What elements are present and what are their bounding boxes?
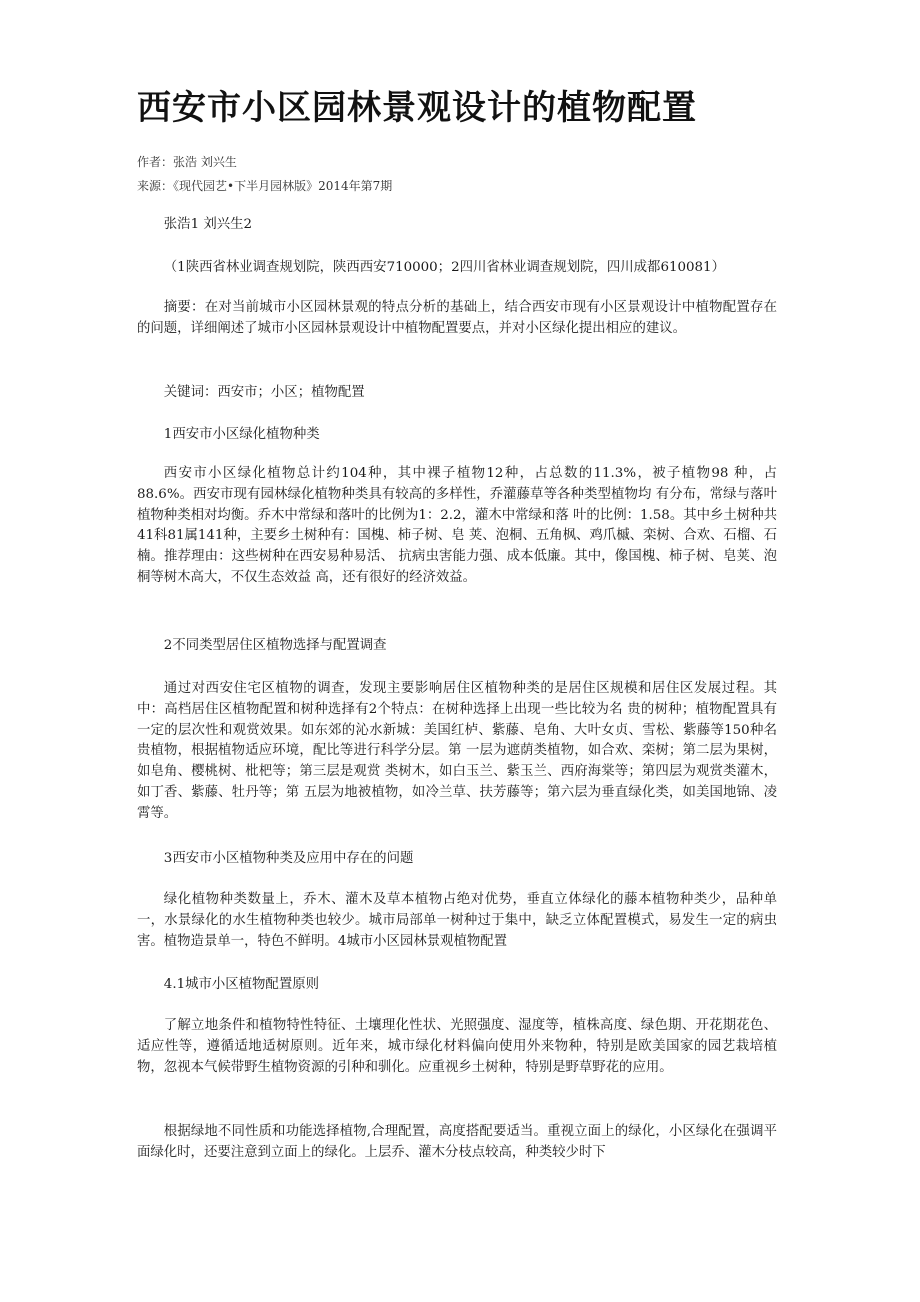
authors-paragraph: 张浩1 刘兴生2 [163,217,253,232]
affiliations-paragraph: （1陕西省林业调查规划院，陕西西安710000；2四川省林业调查规划院，四川成都610081） [163,260,725,275]
source-line: 来源：《现代园艺•下半月园林版》2014年第7期 [137,179,393,193]
section-4-paragraph-1: 了解立地条件和植物特性特征、土壤理化性状、光照强度、湿度等，植株高度、绿色期、开花期花色、适应性等，遵循适地适树原则。近年来，城市绿化材料偏向使用外来物种，特别是欧美国家的园艺栽培植物，忽视本气候带野生植物资源的引种和驯化。应重视乡土树种，特别是野草野花的应用。 [137,1018,777,1075]
article-title: 西安市小区园林景观设计的植物配置 [137,88,697,128]
abstract-paragraph: 摘要：在对当前城市小区园林景观的特点分析的基础上，结合西安市现有小区景观设计中植物配置存在的问题，详细阐述了城市小区园林景观设计中植物配置要点，并对小区绿化提出相应的建议。 [137,300,777,336]
author-line: 作者：张浩 刘兴生 [137,155,237,169]
section-3-paragraph: 绿化植物种类数量上，乔木、灌木及草本植物占绝对优势，垂直立体绿化的藤本植物种类少，品种单一，水景绿化的水生植物种类也较少。城市局部单一树种过于集中，缺乏立体配置模式，易发生一定的病虫害。植物造景单一，特色不鲜明。4城市小区园林景观植物配置 [137,892,777,949]
section-1-paragraph: 西安市小区绿化植物总计约104种，其中裸子植物12种，占总数的11.3%，被子植物98 种，占88.6%。西安市现有园林绿化植物种类具有较高的多样性，乔灌藤草等各种类型植物均 有分布，常绿与落叶植物种类相对均衡。乔木中常绿和落叶的比例为1：2.2，灌木中常绿和落 叶的比例：1.58。其中乡土树种共41科81属141种，主要乡土树种有：国槐、柿子树、皂 荚、泡桐、五角枫、鸡爪槭、栾树、合欢、石榴、石楠。推荐理由：这些树种在西安易种易活、 抗病虫害能力强、成本低廉。其中，像国槐、柿子树、皂荚、泡桐等树木高大，不仅生态效益 高，还有很好的经济效益。 [137,466,777,585]
section-4-heading: 4.1城市小区植物配置原则 [163,977,319,992]
section-2-paragraph: 通过对西安住宅区植物的调查，发现主要影响居住区植物种类的是居住区规模和居住区发展过程。其中：高档居住区植物配置和树种选择有2个特点：在树种选择上出现一些比较为名 贵的树种；植物配置具有一定的层次性和观赏效果。如东郊的沁水新城：美国红栌、紫藤、皂角、大叶女贞、雪松、紫藤等150种名贵植物，根据植物适应环境，配比等进行科学分层。第 一层为遮荫类植物，如合欢、栾树；第二层为果树，如皂角、樱桃树、枇杷等；第三层是观赏 类树木，如白玉兰、紫玉兰、西府海棠等；第四层为观赏类灌木，如丁香、紫藤、牡丹等；第 五层为地被植物，如冷兰草、扶芳藤等；第六层为垂直绿化类，如美国地锦、凌霄等。 [137,681,777,821]
section-3-heading: 3西安市小区植物种类及应用中存在的问题 [163,851,414,866]
section-2-heading: 2不同类型居住区植物选择与配置调查 [163,638,387,653]
keywords-paragraph: 关键词：西安市；小区；植物配置 [163,385,365,400]
section-1-heading: 1西安市小区绿化植物种类 [163,427,320,442]
section-4-paragraph-2: 根据绿地不同性质和功能选择植物,合理配置，高度搭配要适当。重视立面上的绿化，小区绿化在强调平面绿化时，还要注意到立面上的绿化。上层乔、灌木分枝点较高，种类较少时下 [137,1124,777,1160]
